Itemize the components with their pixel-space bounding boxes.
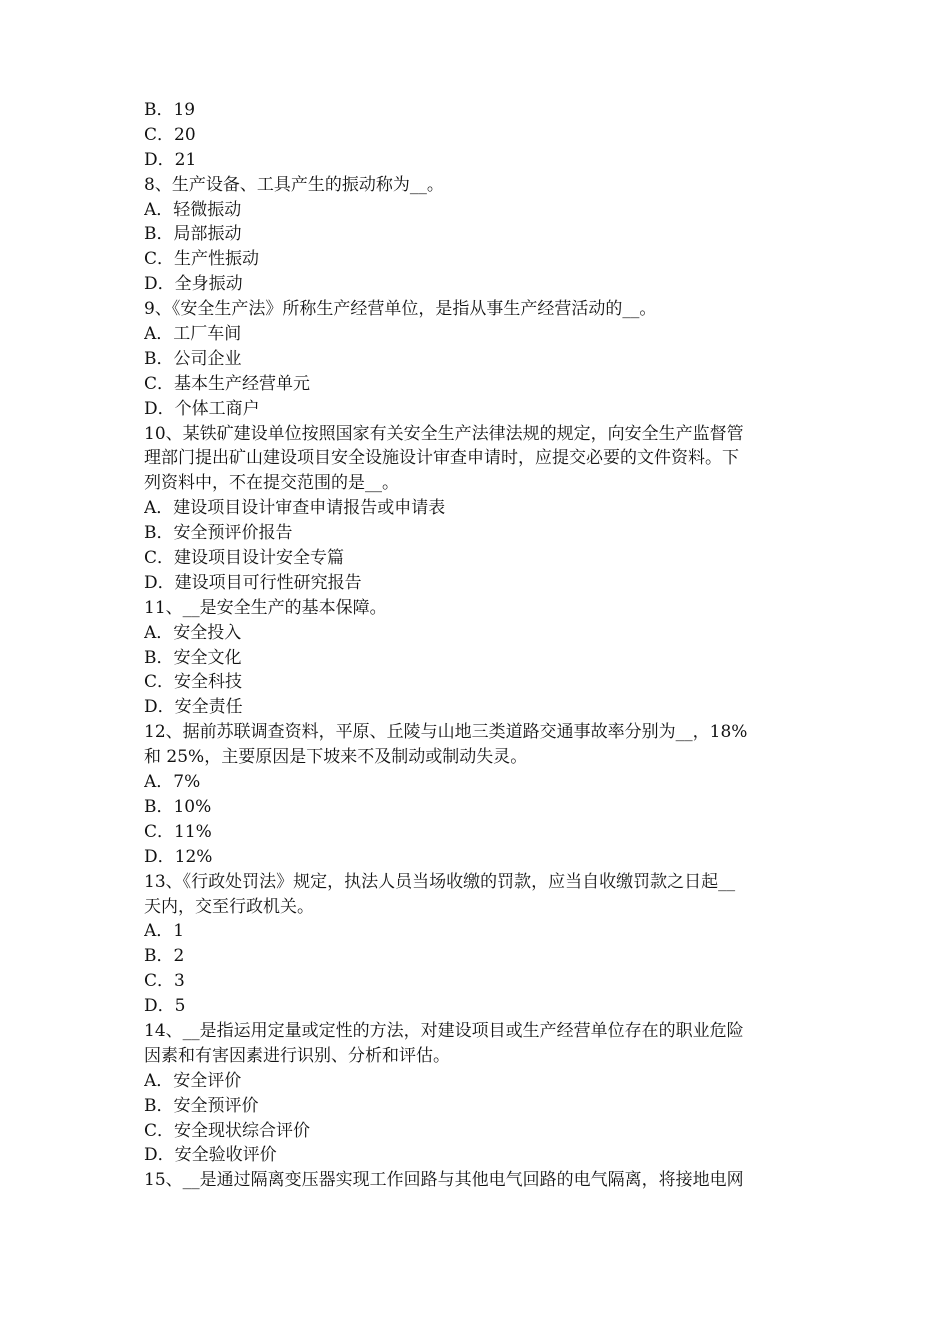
q12-option-d: D．12%	[144, 846, 213, 867]
q12-question-line-1: 12、据前苏联调查资料，平原、丘陵与山地三类道路交通事故率分别为__，18%	[144, 722, 748, 743]
q7-option-d: D．21	[144, 149, 197, 170]
q9-option-d: D．个体工商户	[144, 398, 260, 419]
q8-question: 8、生产设备、工具产生的振动称为__。	[144, 174, 444, 195]
q11-question: 11、__是安全生产的基本保障。	[144, 597, 387, 618]
q8-option-d: D．全身振动	[144, 274, 243, 295]
q14-option-a: A．安全评价	[144, 1070, 242, 1091]
q9-option-b: B．公司企业	[144, 348, 242, 369]
q14-option-c: C．安全现状综合评价	[144, 1120, 311, 1141]
q10-option-a: A．建设项目设计审查申请报告或申请表	[144, 498, 446, 519]
q8-option-b: B．局部振动	[144, 224, 242, 245]
q10-question-line-3: 列资料中，不在提交范围的是__。	[144, 473, 399, 494]
q11-option-b: B．安全文化	[144, 647, 242, 668]
q10-option-d: D．建设项目可行性研究报告	[144, 572, 362, 593]
q14-option-d: D．安全验收评价	[144, 1145, 277, 1166]
q9-question: 9、《安全生产法》所称生产经营单位，是指从事生产经营活动的__。	[144, 299, 657, 320]
q9-option-a: A．工厂车间	[144, 324, 242, 345]
q8-option-c: C．生产性振动	[144, 249, 260, 270]
q8-option-a: A．轻微振动	[144, 199, 242, 220]
q7-option-c: C．20	[144, 124, 196, 145]
q11-option-c: C．安全科技	[144, 672, 243, 693]
q15-question-line-1: 15、__是通过隔离变压器实现工作回路与其他电气回路的电气隔离，将接地电网	[144, 1170, 744, 1191]
q13-option-d: D．5	[144, 996, 186, 1017]
page-content	[144, 98, 810, 1193]
q10-question-line-2: 理部门提出矿山建设项目安全设施设计审查申请时，应提交必要的文件资料。下	[144, 448, 739, 469]
q10-option-c: C．建设项目设计安全专篇	[144, 548, 345, 569]
q11-option-d: D．安全责任	[144, 697, 243, 718]
q13-option-c: C．3	[144, 971, 185, 992]
q7-option-b: B．19	[144, 100, 196, 120]
q11-option-a: A．安全投入	[144, 622, 242, 643]
q9-option-c: C．基本生产经营单元	[144, 373, 311, 394]
q13-question-line-2: 天内，交至行政机关。	[144, 896, 314, 917]
q12-option-a: A．7%	[144, 772, 201, 793]
q10-question-line-1: 10、某铁矿建设单位按照国家有关安全生产法律法规的规定，向安全生产监督管	[144, 423, 744, 444]
q13-option-b: B．2	[144, 946, 185, 967]
q13-option-a: A．1	[144, 921, 185, 942]
q14-option-b: B．安全预评价	[144, 1095, 259, 1116]
q13-question-line-1: 13、《行政处罚法》规定，执法人员当场收缴的罚款，应当自收缴罚款之日起__	[144, 871, 736, 892]
q14-question-line-2: 因素和有害因素进行识别、分析和评估。	[144, 1045, 450, 1066]
q14-question-line-1: 14、__是指运用定量或定性的方法，对建设项目或生产经营单位存在的职业危险	[144, 1020, 744, 1041]
q12-option-b: B．10%	[144, 796, 212, 817]
q12-option-c: C．11%	[144, 821, 212, 842]
q10-option-b: B．安全预评价报告	[144, 523, 293, 544]
q12-question-line-2: 和 25%，主要原因是下坡来不及制动或制动失灵。	[144, 747, 528, 768]
